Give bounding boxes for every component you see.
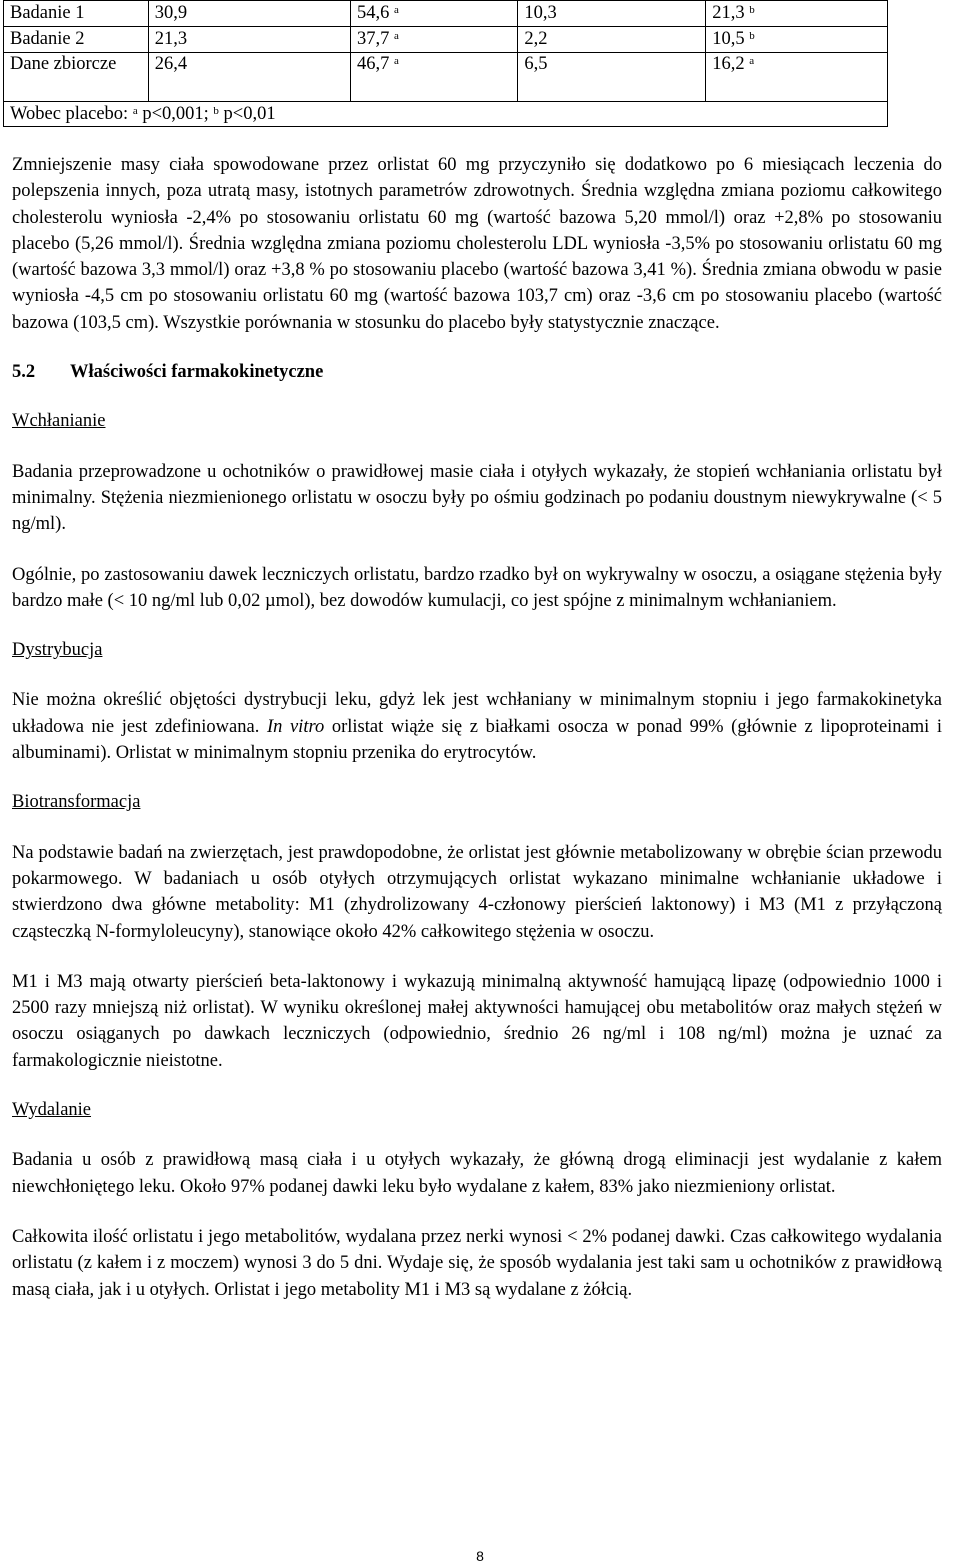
table-footnote-row [4,102,888,127]
paragraph-excretion-2: Całkowita ilość orlistatu i jego metabolitów, wydalana przez nerki wynosi < 2% podanej dawki. Czas całkowitego wydalania orlistatu (z kałem i z moczem) wynosi 3 do 5 dni. Wydaje się, że sposób wydalania jest taki sam u ochotników z prawidłową masą ciała, jak i u otyłych. Orlistat i jego metabolity M1 i M3 są wydalane z żółcią. [12,1226,942,1300]
subheading-distribution: Dystrybucja [12,640,103,661]
paragraph-excretion-1: Badania u osób z prawidłową masą ciała i u otyłych wykazały, że główną drogą eliminacji jest wydalanie z kałem niewchłoniętego leku. Około 97% podanej dawki leku było wydalane z kałem, 83% jako niezmieniony orlistat. [12,1150,942,1197]
cell-value: 21,3 [148,27,350,53]
paragraph-absorption-1: Badania przeprowadzone u ochotników o prawidłowej masie ciała i otyłych wykazały, że stopień wchłaniania orlistatu był minimalny. Stężenia niezmienionego orlistatu w osoczu były po ośmiu godzinach po podaniu doustnym niewykrywalne (< 5 ng/ml). [12,461,942,535]
cell-value: 26,4 [148,53,350,102]
cell-value: 54,6 $^a$ [351,1,518,27]
cell-value: 30,9 [148,1,350,27]
subheading-excretion: Wydalanie [12,1100,92,1121]
row-label: Dane zbiorcze [4,53,149,102]
subheading-absorption: Wchłanianie [12,411,106,432]
cell-value: 16,2 $^a$ [706,53,888,102]
cell-value: 37,7 $^a$ [351,27,518,53]
paragraph-biotransformation-2: M1 i M3 mają otwarty pierścień beta-laktonowy i wykazują minimalną aktywność hamującą lipazę (odpowiednio 1000 i 2500 razy mniejszą niż orlistat). W wyniku określonej małej aktywności hamującej obu metabolitów oraz małych stężeń w osoczu osiąganych po dawkach leczniczych (odpowiednio, średnio 26 ng/ml i 108 ng/ml) można je uznać za farmakologicznie nieistotne. [12,971,942,1071]
cell-value: 2,2 [518,27,706,53]
cell-value: 21,3 $^b$ [706,1,888,27]
row-label: Badanie 2 [4,27,149,53]
table-row [4,27,888,53]
results-table [3,0,888,127]
table-row [4,53,888,102]
section-heading: 5.2 Właściwości farmakokinetyczne [12,362,324,383]
cell-value: 10,5 $^b$ [706,27,888,53]
cell-value: 6,5 [518,53,706,102]
paragraph-biotransformation-1: Na podstawie badań na zwierzętach, jest prawdopodobne, że orlistat jest głównie metabolizowany w obrębie ścian przewodu pokarmowego. W badaniach u osób otyłych otrzymujących orlistat wykazano minimalne wchłanianie układowe i stwierdzono dwa główne metabolity: M1 (zhydrolizowany 4-członowy pierścień laktonowy) i M3 (M1 z przyłączoną cząsteczką N-formyloleucyny), stanowiące około 42% całkowitego stężenia w osoczu. [12,842,942,942]
subheading-biotransformation: Biotransformacja [12,792,141,813]
page-number: 8 [476,1548,484,1564]
row-label: Badanie 1 [4,1,149,27]
cell-value: 46,7 $^a$ [351,53,518,102]
paragraph-distribution: Nie można określić objętości dystrybucji leku, gdyż lek jest wchłaniany w minimalnym stopniu i jego farmakokinetyka układowa nie jest zdefiniowana. In vitro orlistat wiąże się z białkami osocza w ponad 99% (głównie z lipoproteinami i albuminami). Orlistat w minimalnym stopniu przenika do erytrocytów. [12,690,943,764]
table-footnote: Wobec placebo: $^a$ p<0,001; $^b$ p<0,01 [4,102,888,127]
paragraph-efficacy: Zmniejszenie masy ciała spowodowane przez orlistat 60 mg przyczyniło się dodatkowo po 6 miesiącach leczenia do polepszenia innych, poza utratą masy, istotnych parametrów zdrowotnych. Średnia względna zmiana poziomu całkowitego cholesterolu wyniosła -2,4% po stosowaniu orlistatu 60 mg (wartość bazowa 5,20 mmol/l) oraz +2,8% po stosowaniu placebo (5,26 mmol/l). Średnia względna zmiana poziomu cholesterolu LDL wyniosła -3,5% po stosowaniu orlistatu 60 mg (wartość bazowa 3,3 mmol/l) oraz +3,8 % po stosowaniu placebo (wartość bazowa 3,41 %). Średnia zmiana obwodu w pasie wyniosła -4,5 cm po stosowaniu orlistatu 60 mg (wartość bazowa 103,7 cm) oraz -3,6 cm po stosowaniu placebo (wartość bazowa (103,5 cm). Wszystkie porównania w stosunku do placebo były statystycznie znaczące. [12,155,942,333]
table-row [4,1,888,27]
paragraph-absorption-2: Ogólnie, po zastosowaniu dawek leczniczych orlistatu, bardzo rzadko był on wykrywalny w osoczu, a osiągane stężenia były bardzo małe (< 10 ng/ml lub 0,02 µmol), bez dowodów kumulacji, co jest spójne z minimalnym wchłanianiem. [12,564,942,611]
document-body [12,152,942,1303]
cell-value: 10,3 [518,1,706,27]
